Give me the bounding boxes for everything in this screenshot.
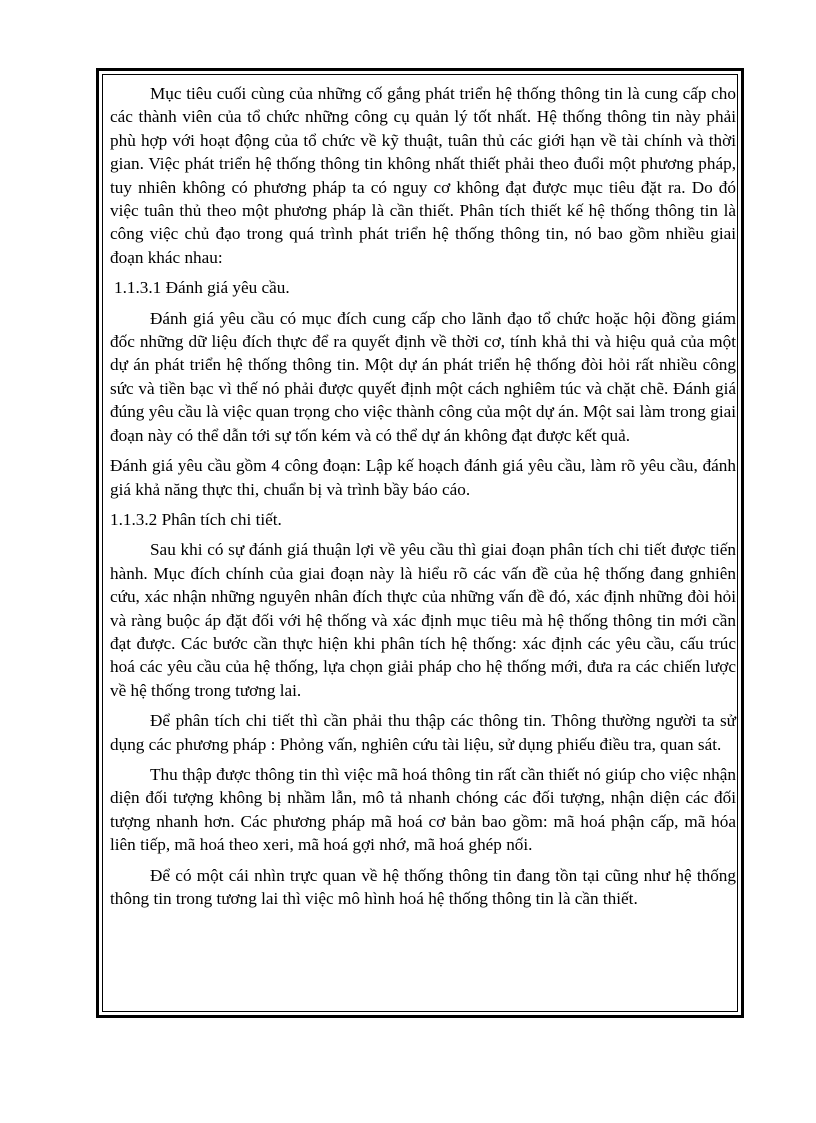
modeling-paragraph: Để có một cái nhìn trực quan về hệ thống thông tin đang tồn tại cũng như hệ thống thông tin trong tương lai thì việc mô hình hoá hệ thống thông tin là cần thiết. <box>110 865 736 908</box>
requirements-steps-paragraph: Đánh giá yêu cầu gồm 4 công đoạn: Lập kế hoạch đánh giá yêu cầu, làm rõ yêu cầu, đánh giá khả năng thực thi, chuẩn bị và trình bầy báo cáo. <box>110 456 736 499</box>
requirements-paragraph: Đánh giá yêu cầu có mục đích cung cấp cho lãnh đạo tổ chức hoặc hội đồng giám đốc những dữ liệu đích thực để ra quyết định về thời cơ, tính khả thi và hiệu quả của một dự án phát triển hệ thống thông tin. Một dự án phát triển hệ thống đòi hỏi rất nhiều công sức và tiền bạc vì thế nó phải được quyết định một cách nghiêm túc và chặt chẽ. Đánh giá đúng yêu cầu là việc quan trọng cho việc thành công của một dự án. Một sai làm trong giai đoạn này có thể dẫn tới sự tốn kém và có thể dự án không đạt được kết quả. <box>110 308 736 445</box>
encoding-paragraph: Thu thập được thông tin thì việc mã hoá thông tin rất cần thiết nó giúp cho việc nhận diện đối tượng không bị nhầm lẫn, mô tả nhanh chóng các đối tượng, nhận diện các đối tượng nhanh hơn. Các phương pháp mã hoá cơ bản bao gồm: mã hoá phận cấp, mã hóa liên tiếp, mã hoá theo xeri, mã hoá gợi nhớ, mã hoá ghép nối. <box>110 764 736 855</box>
section-heading-1-1-3-2: 1.1.3.2 Phân tích chi tiết. <box>110 509 282 529</box>
section-heading-1-1-3-1: 1.1.3.1 Đánh giá yêu cầu. <box>114 278 290 298</box>
intro-paragraph: Mục tiêu cuối cùng của những cố gắng phát triển hệ thống thông tin là cung cấp cho các thành viên của tổ chức những công cụ quản lý tốt nhất. Hệ thống thông tin này phải phù hợp với hoạt động của tổ chức về kỹ thuật, tuân thủ các giới hạn về tài chính và thời gian. Việc phát triển hệ thống thông tin không nhất thiết phải theo đuổi một phương pháp, tuy nhiên không có phương pháp ta có nguy cơ không đạt được mục tiêu đặt ra. Do đó việc tuân thủ theo một phương pháp là cần thiết. Phân tích thiết kế hệ thống thông tin là công việc chủ đạo trong quá trình phát triển hệ thống thông tin, nó bao gồm nhiều giai đoạn khác nhau: <box>110 84 736 267</box>
data-collection-paragraph: Để phân tích chi tiết thì cần phải thu thập các thông tin. Thông thường người ta sử dụng các phương pháp : Phỏng vấn, nghiên cứu tài liệu, sử dụng phiếu điều tra, quan sát. <box>110 711 736 754</box>
document-body <box>110 82 736 917</box>
detailed-analysis-paragraph: Sau khi có sự đánh giá thuận lợi về yêu cầu thì giai đoạn phân tích chi tiết được tiến hành. Mục đích chính của giai đoạn này là hiểu rõ các vấn đề của hệ thống đang gnhiên cứu, xác nhận những nguyên nhân đích thực của những vấn đề đó, xác định những đòi hỏi và ràng buộc áp đặt đối với hệ thống và xác định mục tiêu mà hệ thống thông tin mới cần đạt được. Các bước cần thực hiện khi phân tích hệ thống: xác định các yêu cầu, cấu trúc hoá các yêu cầu của hệ thống, lựa chọn giải pháp cho hệ thống mới, đưa ra các chiến lược về hệ thống trong tương lai. <box>110 540 736 700</box>
